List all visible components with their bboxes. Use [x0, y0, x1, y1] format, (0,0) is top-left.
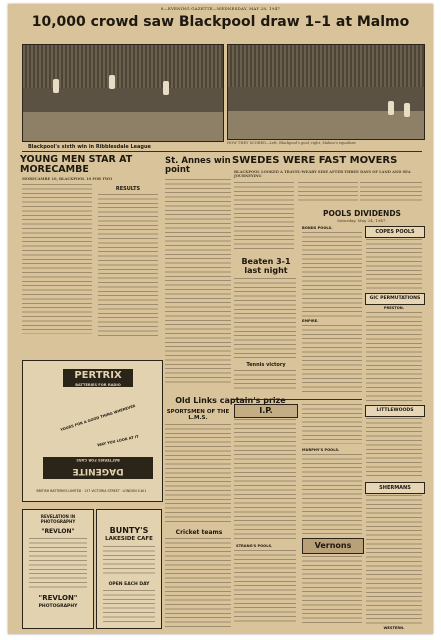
cricket-headline: Cricket teams	[175, 529, 223, 536]
shermans-body	[366, 495, 422, 625]
pools-section-preston: PRESTON.	[383, 306, 405, 310]
pertrix-slogan-1: YOURS FOR A GOOD THING WHEREVER	[60, 403, 136, 433]
strangs-body	[234, 550, 296, 625]
sportsmen-body	[165, 424, 231, 524]
pools-bonds-body	[302, 232, 362, 317]
newspaper-page	[8, 4, 433, 634]
pools-section-empire: EMPIRE.	[302, 319, 319, 323]
ip-ad: I.P.	[234, 404, 298, 418]
dagenite-line: BATTERIES FOR CARS	[76, 458, 120, 462]
littlewoods-ad: LITTLEWOODS	[365, 405, 425, 417]
pools-title: POOLS DIVIDENDS	[323, 209, 401, 218]
cricket-body	[165, 538, 231, 628]
buntys-ad	[96, 509, 162, 629]
buntys-line-2: LAKESIDE CAFE	[105, 536, 153, 542]
swedes-body-2	[298, 182, 358, 202]
st-annes-headline: St. Annes win point	[165, 156, 231, 175]
young-men-body	[22, 184, 92, 334]
results-heading: RESULTS	[115, 186, 141, 192]
pertrix-line: BATTERIES FOR RADIO	[75, 383, 121, 387]
empire-cont-body	[302, 404, 362, 444]
buntys-line-3: OPEN EACH DAY	[108, 582, 150, 587]
masthead: 8—EVENING GAZETTE—WEDNESDAY, MAY 28, 1947	[160, 6, 281, 11]
revlon-line-1: REVELATION IN PHOTOGRAPHY	[40, 514, 76, 524]
photo-left-caption: Blackpool's sixth win in Ribblesdale League	[28, 144, 151, 150]
tennis-heading: Tennis victory	[246, 362, 286, 368]
pools-empire-body	[302, 325, 362, 395]
old-links-headline: Old Links captain's prize	[175, 396, 286, 405]
photo-match-left	[22, 44, 224, 142]
dagenite-logo: DAGENITE	[43, 457, 153, 479]
shermans-ad: SHERMANS	[365, 482, 425, 494]
sportsmen-headline: SPORTSMEN OF THE L.M.S.	[166, 409, 230, 421]
pertrix-footer: BRITISH BATTERIES LIMITED · 137 VICTORIA STREET · LONDON S.W.1	[36, 489, 147, 493]
vernons-ad: Vernons	[302, 538, 364, 554]
photo-match-right	[227, 44, 425, 140]
revlon-name: "REVLON"	[41, 528, 75, 535]
copes-pools-ad: COPES POOLS	[365, 226, 425, 238]
beaten-headline: Beaten 3-1 last night	[241, 257, 291, 275]
revlon-line-3: PHOTOGRAPHY	[38, 604, 78, 609]
gic-ad: GIC PERMUTATIONS	[365, 293, 425, 305]
beaten-body	[234, 278, 296, 358]
pools-section-western: WESTERN.	[383, 626, 405, 630]
swedes-sub: BLACKPOOL LOOKED A TRAVEL-WEARY SIDE AFTER THREE DAYS OF LAND AND SEA JOURNEYING	[234, 170, 411, 179]
st-annes-body	[165, 179, 231, 384]
results-body	[98, 194, 158, 339]
pools-section-murphys: MURPHY'S POOLS.	[302, 448, 340, 452]
ip-body	[234, 419, 296, 539]
tennis-body	[234, 370, 296, 390]
photo-right-caption: HOW THEY SCORED—Left, Blackpool's goal; right, Malmo's equaliser.	[227, 141, 357, 145]
buntys-name: BUNTY'S	[109, 526, 149, 535]
swedes-headline: SWEDES WERE FAST MOVERS	[232, 155, 398, 166]
preston-body	[366, 312, 422, 402]
murphys-body	[302, 454, 362, 534]
vernons-body	[302, 556, 362, 626]
revlon-name-2: "REVLON"	[38, 594, 78, 602]
pertrix-slogan-2: WAY YOU LOOK AT IT	[96, 434, 140, 448]
pools-date: Saturday, May 24, 1947.	[337, 218, 387, 223]
copes-body	[366, 239, 422, 289]
young-men-headline: YOUNG MEN STAR AT MORECAMBE	[20, 154, 133, 175]
pools-section-bonds: BONDS POOLS.	[302, 226, 333, 230]
pools-section-strangs: STRANG'S POOLS.	[236, 544, 273, 548]
page-headline: 10,000 crowd saw Blackpool draw 1–1 at Malmo	[31, 14, 410, 30]
littlewoods-body	[366, 418, 422, 478]
pertrix-ad	[22, 360, 163, 502]
young-men-sub: MORECAMBE 10, BLACKPOOL 10 FOR TWO	[22, 177, 113, 181]
revlon-ad	[22, 509, 94, 629]
pertrix-logo: PERTRIX	[63, 369, 133, 387]
swedes-body-3	[360, 182, 422, 202]
swedes-body-1	[234, 182, 294, 252]
